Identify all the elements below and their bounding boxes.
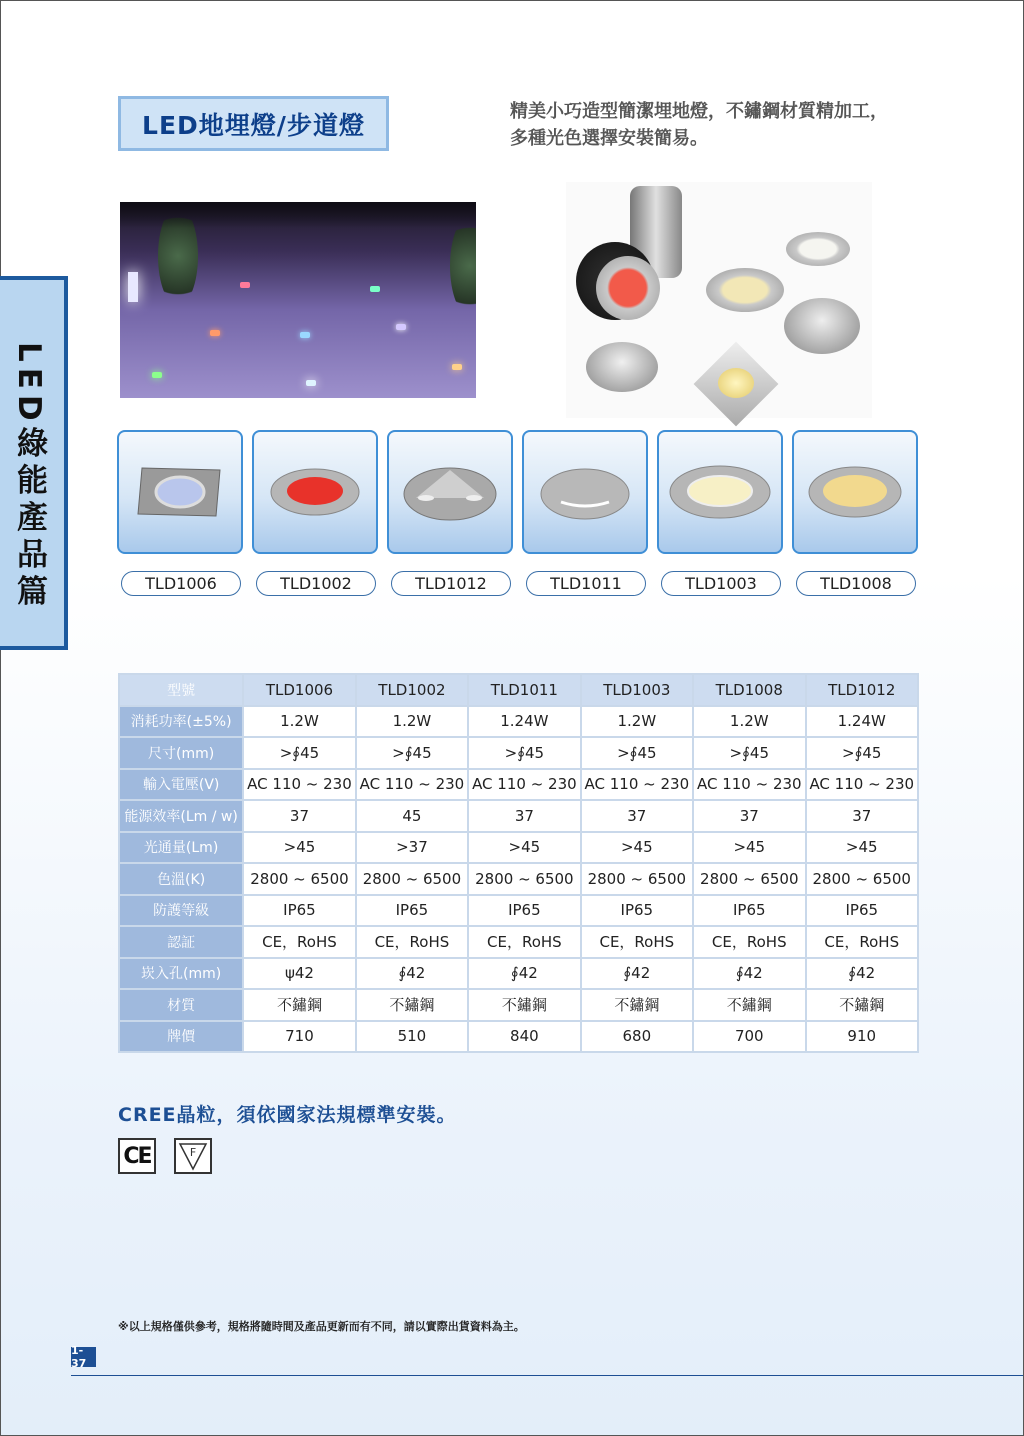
table-cell: >∮45 [693, 737, 805, 769]
table-cell: CE，RoHS [806, 926, 919, 958]
table-cell: AC 110 ~ 230 [806, 769, 919, 801]
table-cell: IP65 [806, 895, 919, 927]
column-model-header: TLD1002 [356, 674, 468, 706]
table-cell: 1.2W [356, 706, 468, 738]
column-model-header: TLD1012 [806, 674, 919, 706]
product-tagline [510, 98, 940, 152]
table-cell: IP65 [693, 895, 805, 927]
table-cell: 1.2W [243, 706, 355, 738]
row-label: 消耗功率(±5%) [119, 706, 243, 738]
column-model-header: TLD1011 [468, 674, 580, 706]
ground-light [240, 282, 250, 288]
ground-light [452, 364, 462, 370]
table-cell: 37 [693, 800, 805, 832]
table-row [119, 958, 918, 990]
table-cell: AC 110 ~ 230 [468, 769, 580, 801]
table-cell: 2800 ~ 6500 [693, 863, 805, 895]
row-label: 防護等級 [119, 895, 243, 927]
table-cell: >45 [581, 832, 693, 864]
product-thumbnail [792, 430, 918, 554]
f-mark-text: F [189, 1146, 197, 1159]
table-cell: >45 [693, 832, 805, 864]
table-cell: 不鏽鋼 [468, 989, 580, 1021]
table-cell: ∮42 [693, 958, 805, 990]
table-cell: 510 [356, 1021, 468, 1053]
page-title-box [118, 96, 389, 151]
table-cell: >∮45 [806, 737, 919, 769]
table-row [119, 895, 918, 927]
product-thumbnail [522, 430, 648, 554]
round-lamp [786, 232, 850, 266]
tagline-line: 多種光色選擇安裝簡易。 [510, 128, 708, 149]
table-header-row [119, 674, 918, 706]
table-cell: 37 [468, 800, 580, 832]
table-cell: ∮42 [356, 958, 468, 990]
ground-light [210, 330, 220, 336]
table-cell: 680 [581, 1021, 693, 1053]
table-cell: 1.2W [693, 706, 805, 738]
row-label: 尺寸(mm) [119, 737, 243, 769]
column-model-header: TLD1003 [581, 674, 693, 706]
row-label: 認証 [119, 926, 243, 958]
dome-lamp-icon [539, 464, 631, 520]
table-cell: 不鏽鋼 [356, 989, 468, 1021]
table-row [119, 989, 918, 1021]
table-cell: 不鏽鋼 [581, 989, 693, 1021]
f-triangle-icon [176, 1140, 210, 1172]
ground-light [396, 324, 406, 330]
column-model-header: TLD1006 [243, 674, 355, 706]
red-lamp [596, 256, 660, 320]
section-side-tab-label: LED綠能產品篇 [11, 342, 47, 612]
product-code-label: TLD1002 [256, 571, 376, 596]
cree-note: CREE晶粒，須依國家法規標準安裝。 [118, 1104, 457, 1126]
table-cell: AC 110 ~ 230 [356, 769, 468, 801]
yellow-lamp-icon [807, 464, 903, 520]
tree-shape [450, 216, 476, 316]
table-cell: >∮45 [468, 737, 580, 769]
cone-lamp [784, 298, 860, 354]
table-cell: 37 [581, 800, 693, 832]
table-cell: ψ42 [243, 958, 355, 990]
sky-band [120, 202, 476, 228]
row-label: 牌價 [119, 1021, 243, 1053]
page-number: 1-37 [71, 1347, 96, 1367]
footer-rule [71, 1375, 1023, 1376]
ground-light [300, 332, 310, 338]
row-label: 光通量(Lm) [119, 832, 243, 864]
table-cell: 37 [243, 800, 355, 832]
product-thumbnail [657, 430, 783, 554]
row-label: 材質 [119, 989, 243, 1021]
table-cell: 不鏽鋼 [806, 989, 919, 1021]
table-cell: >45 [806, 832, 919, 864]
table-cell: 45 [356, 800, 468, 832]
lamp-post [128, 272, 138, 302]
table-row [119, 737, 918, 769]
table-cell: >∮45 [356, 737, 468, 769]
table-row [119, 769, 918, 801]
row-label: 能源效率(Lm / w) [119, 800, 243, 832]
row-label: 色溫(K) [119, 863, 243, 895]
cone-lamp-icon [402, 460, 498, 524]
product-code-label: TLD1006 [121, 571, 241, 596]
table-row [119, 832, 918, 864]
table-cell: CE，RoHS [693, 926, 805, 958]
table-cell: ∮42 [806, 958, 919, 990]
product-code-label: TLD1008 [796, 571, 916, 596]
ground-light [370, 286, 380, 292]
product-code-label: TLD1012 [391, 571, 511, 596]
table-row [119, 1021, 918, 1053]
table-cell: IP65 [581, 895, 693, 927]
table-cell: ∮42 [581, 958, 693, 990]
table-cell: AC 110 ~ 230 [693, 769, 805, 801]
warm-lamp [706, 268, 784, 312]
table-cell: CE，RoHS [243, 926, 355, 958]
red-lens-lamp-icon [269, 466, 361, 518]
table-cell: AC 110 ~ 230 [243, 769, 355, 801]
table-cell: >∮45 [243, 737, 355, 769]
table-row [119, 706, 918, 738]
table-cell: 1.2W [581, 706, 693, 738]
table-cell: 37 [806, 800, 919, 832]
row-label: 型號 [119, 674, 243, 706]
table-cell: >37 [356, 832, 468, 864]
product-code-label: TLD1011 [526, 571, 646, 596]
table-cell: 2800 ~ 6500 [581, 863, 693, 895]
ground-light [152, 372, 162, 378]
product-group-photo [566, 182, 872, 418]
page-title: LED地埋燈/步道燈 [142, 110, 365, 140]
table-cell: 1.24W [806, 706, 919, 738]
table-cell: 1.24W [468, 706, 580, 738]
product-thumbnail [252, 430, 378, 554]
product-thumbnail [387, 430, 513, 554]
table-cell: IP65 [468, 895, 580, 927]
section-side-tab [0, 276, 68, 650]
table-row [119, 800, 918, 832]
table-cell: 710 [243, 1021, 355, 1053]
table-cell: 不鏽鋼 [243, 989, 355, 1021]
table-cell: >∮45 [581, 737, 693, 769]
ce-certification-mark [118, 1138, 156, 1174]
product-code-label: TLD1003 [661, 571, 781, 596]
column-model-header: TLD1008 [693, 674, 805, 706]
table-cell: 840 [468, 1021, 580, 1053]
table-cell: 2800 ~ 6500 [806, 863, 919, 895]
table-row [119, 926, 918, 958]
dome-lamp [586, 342, 658, 392]
table-cell: CE，RoHS [468, 926, 580, 958]
footer-disclaimer: ※以上規格僅供參考，規格將隨時間及產品更新而有不同，請以實際出貨資料為主。 [118, 1320, 525, 1333]
table-cell: AC 110 ~ 230 [581, 769, 693, 801]
table-cell: IP65 [243, 895, 355, 927]
table-cell: 700 [693, 1021, 805, 1053]
square-lamp-icon [134, 462, 226, 522]
table-cell: >45 [243, 832, 355, 864]
table-cell: 不鏽鋼 [693, 989, 805, 1021]
table-cell: 2800 ~ 6500 [468, 863, 580, 895]
f-certification-mark [174, 1138, 212, 1174]
square-lamp-lens [718, 368, 754, 398]
table-cell: CE，RoHS [356, 926, 468, 958]
table-cell: IP65 [356, 895, 468, 927]
table-cell: CE，RoHS [581, 926, 693, 958]
row-label: 崁入孔(mm) [119, 958, 243, 990]
warm-white-lamp-icon [668, 463, 772, 521]
ce-mark-text: CE [123, 1143, 151, 1169]
product-thumbnail [117, 430, 243, 554]
row-label: 輸入電壓(V) [119, 769, 243, 801]
table-row [119, 863, 918, 895]
ground-light [306, 380, 316, 386]
tagline-line: 精美小巧造型簡潔埋地燈，不鏽鋼材質精加工， [510, 101, 888, 122]
table-cell: 2800 ~ 6500 [243, 863, 355, 895]
installation-night-photo [120, 202, 476, 398]
table-cell: 910 [806, 1021, 919, 1053]
table-cell: ∮42 [468, 958, 580, 990]
spec-table [118, 673, 919, 1053]
table-cell: 2800 ~ 6500 [356, 863, 468, 895]
table-cell: >45 [468, 832, 580, 864]
